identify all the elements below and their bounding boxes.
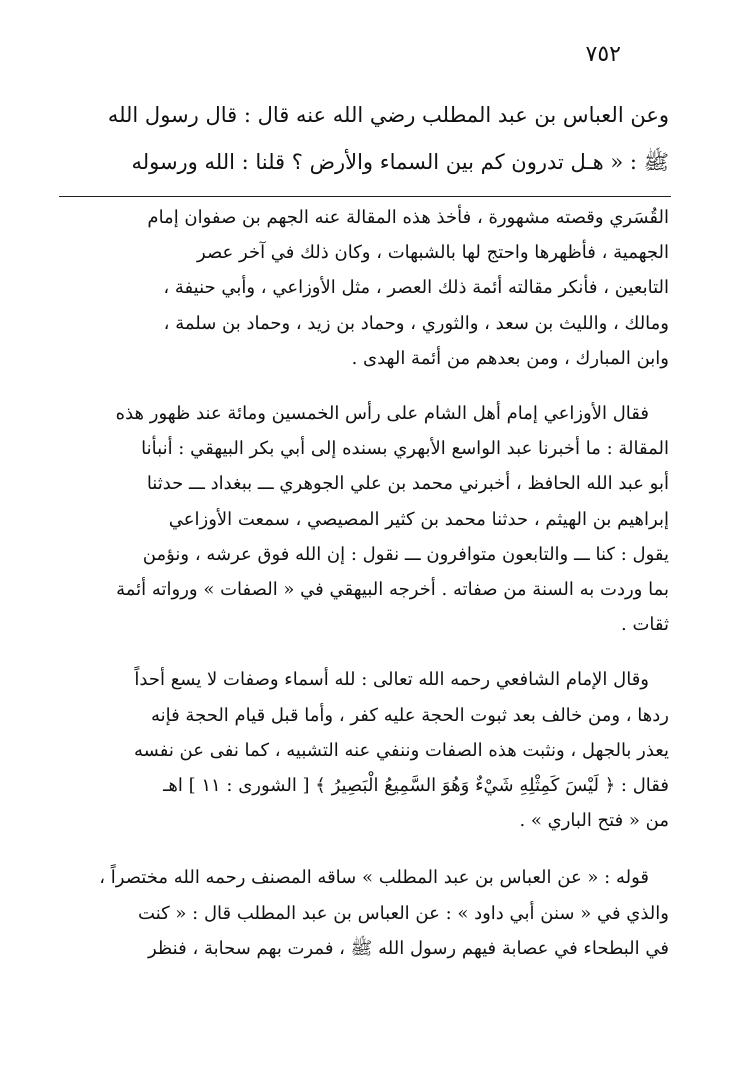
paragraph-line: من « فتح الباري » .	[519, 810, 669, 832]
paragraph-line: إبراهيم بن الهيثم ، حدثنا محمد بن كثير المصيصي ، سمعت الأوزاعي	[168, 508, 669, 530]
paragraph-line: ومالك ، والليث بن سعد ، والثوري ، وحماد بن زيد ، وحماد بن سلمة ،	[163, 312, 669, 334]
paragraph-line: بما وردت به السنة من صفاته . أخرجه البيهقي في « الصفات » ورواته أئمة	[116, 579, 669, 601]
page-number: ٧٥٢	[585, 42, 621, 67]
hadith-line: ﷺ : « هـل تدرون كم بين السماء والأرض ؟ قلنا : الله ورسوله	[131, 150, 669, 174]
paragraph-line: التابعين ، فأنكر مقالته أئمة ذلك العصر ، مثل الأوزاعي ، وأبي حنيفة ،	[163, 277, 669, 299]
paragraph-line: يقول : كنا ـــ والتابعون متوافرون ـــ نقول : إن الله فوق عرشه ، ونؤمن	[142, 543, 669, 565]
footnote-separator	[59, 196, 671, 197]
paragraph-line: أبو عبد الله الحافظ ، أخبرني محمد بن علي الجوهري ـــ ببغداد ـــ حدثنا	[146, 473, 669, 495]
paragraph-line: والذي في « سنن أبي داود » : عن العباس بن عبد المطلب قال : « كنت	[138, 902, 669, 924]
paragraph-awzai	[59, 396, 669, 642]
paragraph-line: ثقات .	[621, 614, 669, 636]
commentary-text	[59, 200, 669, 966]
paragraph-line: الجهمية ، فأظهرها واحتج لها بالشبهات ، وكان ذلك في آخر عصر	[197, 242, 669, 264]
paragraph-shafii	[59, 662, 669, 838]
paragraph-line: قوله : « عن العباس بن عبد المطلب » ساقه المصنف رحمه الله مختصراً ،	[99, 867, 649, 889]
paragraph-line: يعذر بالجهل ، ونثبت هذه الصفات وننفي عنه التشبيه ، كما نفى عن نفسه	[134, 739, 669, 761]
paragraph-line: القُسَري وقصته مشهورة ، فأخذ هذه المقالة عنه الجهم بن صفوان إمام	[147, 207, 669, 228]
paragraph-line: وقال الإمام الشافعي رحمه الله تعالى : لله أسماء وصفات لا يسع أحداً	[134, 669, 649, 691]
hadith-line: وعن العباس بن عبد المطلب رضي الله عنه قال : قال رسول الله	[107, 103, 669, 127]
paragraph-line: فقال : ﴿ لَيْسَ كَمِثْلِهِ شَيْءٌ وَهُوَ السَّمِيعُ الْبَصِيرُ ﴾ [ الشورى : ١١ ] اهـ	[163, 775, 669, 797]
paragraph-line: وابن المبارك ، ومن بعدهم من أئمة الهدى .	[351, 347, 669, 369]
paragraph-line: المقالة : ما أخبرنا عبد الواسع الأبهري بسنده إلى أبي بكر البيهقي : أنبأنا	[141, 438, 669, 460]
paragraph-line: ردها ، ومن خالف بعد ثبوت الحجة عليه كفر ، وأما قبل قيام الحجة فإنه	[150, 704, 669, 726]
paragraph-line: في البطحاء في عصابة فيهم رسول الله ﷺ ، فمرت بهم سحابة ، فنظر	[147, 937, 669, 959]
paragraph-line: فقال الأوزاعي إمام أهل الشام على رأس الخمسين ومائة عند ظهور هذه	[115, 403, 649, 425]
paragraph-qasri	[59, 200, 669, 376]
paragraph-abbas	[59, 860, 669, 966]
hadith-text	[61, 92, 669, 186]
